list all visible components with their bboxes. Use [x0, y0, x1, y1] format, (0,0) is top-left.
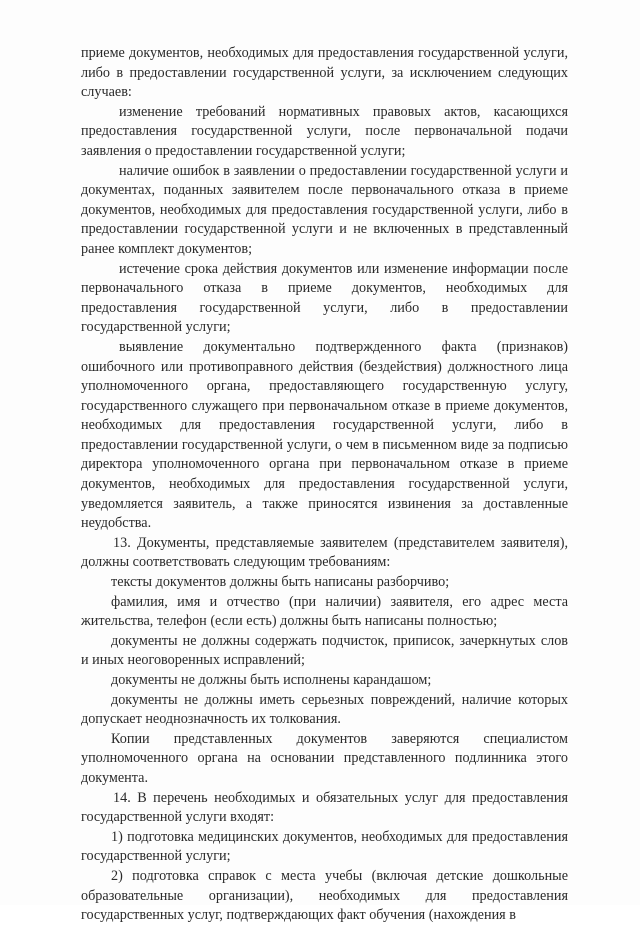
paragraph-list-2: 2) подготовка справок с места учебы (включая детские дошкольные образовательные организации), необходимых для предоставления государственных услуг, подтверждающих факт обучения (нахождения в: [81, 867, 568, 924]
paragraph-item-violation: выявление документально подтвержденного факта (признаков) ошибочного или противоправного действия (бездействия) должностного лица уполномоченного органа, предоставляющего государственную услугу, государственного служащего при первоначальном отказе в приеме документов, необходимых для предоставления государственной услуги, либо в предоставлении государственной услуги, о чем в письменном виде за подписью директора уполномоченного органа при первоначальном отказе в приеме документов, необходимых для предоставления государственной услуги, уведомляется заявитель, а также приносятся извинения за доставленные неудобства.: [81, 338, 568, 532]
paragraph-req-no-damage: документы не должны иметь серьезных повреждений, наличие которых допускает неоднозначность их толкования.: [81, 691, 568, 728]
document-body: [81, 44, 568, 926]
paragraph-item-requirements-change: изменение требований нормативных правовых актов, касающихся предоставления государственной услуги, после первоначальной подачи заявления о предоставлении государственной услуги;: [81, 103, 568, 159]
paragraph-req-name: фамилия, имя и отчество (при наличии) заявителя, его адрес места жительства, телефон (если есть) должны быть написаны полностью;: [81, 593, 568, 630]
paragraph-req-no-erasures: документы не должны содержать подчисток, приписок, зачеркнутых слов и иных неоговоренных исправлений;: [81, 632, 568, 669]
paragraph-item-expiry: истечение срока действия документов или изменение информации после первоначального отказа в приеме документов, необходимых для предоставления государственной услуги, либо в предоставлении государственной услуги;: [81, 260, 568, 336]
paragraph-section-13: 13. Документы, представляемые заявителем (представителем заявителя), должны соответствовать следующим требованиям:: [81, 534, 568, 571]
paragraph-intro: приеме документов, необходимых для предоставления государственной услуги, либо в предоставлении государственной услуги, за исключением следующих случаев:: [81, 45, 568, 101]
paragraph-req-legible: тексты документов должны быть написаны разборчиво;: [111, 574, 450, 591]
paragraph-req-no-pencil: документы не должны быть исполнены карандашом;: [111, 672, 432, 688]
paragraph-section-14: 14. В перечень необходимых и обязательных услуг для предоставления государственной услуги входят:: [81, 789, 568, 826]
paragraph-copies: Копии представленных документов заверяются специалистом уполномоченного органа на основании представленного подлинника этого документа.: [81, 730, 568, 786]
paragraph-item-errors: наличие ошибок в заявлении о предоставлении государственной услуги и документах, поданных заявителем после первоначального отказа в приеме документов, необходимых для предоставления государственной услуги, либо в предоставлении государственной услуги и не включенных в представленный ранее комплект документов;: [81, 162, 568, 257]
paragraph-list-1: 1) подготовка медицинских документов, необходимых для предоставления государственной услуги;: [81, 828, 568, 865]
